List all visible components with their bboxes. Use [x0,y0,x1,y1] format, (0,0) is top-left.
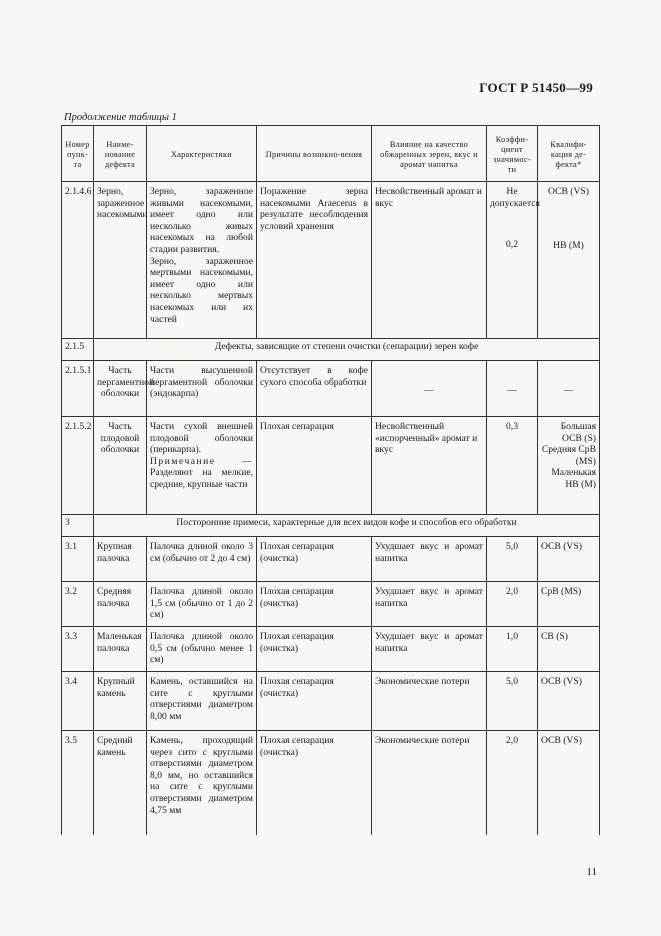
qualification-small: Маленькая НВ (М) [551,467,596,490]
table-caption: Продолжение таблицы 1 [64,112,177,123]
row-number: 3.2 [62,582,94,627]
cause: Плохая сепарация (очистка) [257,537,372,582]
cause: Плохая сепарация (очистка) [257,582,372,627]
qualification: ОСВ (VS) [538,672,600,731]
effect: Ухудшает вкус и аромат напитка [372,627,487,672]
section-title: Дефекты, зависящие от степени очистки (сепарации) зерен кофе [94,339,600,361]
coefficient-live: Не допускается [490,186,540,209]
table-row [62,672,600,731]
standard-code: ГОСТ Р 51450—99 [479,80,593,95]
note-label: Примечание — [150,455,253,467]
coefficient-dead: 0,2 [506,239,518,251]
defects-table [61,125,600,835]
col-header-coefficient: Коэффи-циент значимос-ти [487,126,538,182]
defect-name: Средняя палочка [94,582,147,627]
defect-name: Часть плодовой оболочки [94,417,147,515]
defect-name: Часть пергаментной оболочки [94,361,147,417]
row-number: 3.5 [62,731,94,835]
qualification [538,417,600,515]
coefficient: 1,0 [487,627,538,672]
effect: Ухудшает вкус и аромат напитка [372,537,487,582]
qualification [538,182,600,339]
characteristics: Части высушенной пергаментной оболочки (эндокарпа) [147,361,257,417]
col-header-causes: Причины возникно-вения [257,126,372,182]
row-number: 3.4 [62,672,94,731]
table-row [62,582,600,627]
defect-name: Средний камень [94,731,147,835]
qualification: СрВ (MS) [538,582,600,627]
coefficient [487,182,538,339]
coefficient: — [487,361,538,417]
table-row [62,361,600,417]
effect: Несвойственный «испорченный» аромат и вкус [372,417,487,515]
qualification: ОСВ (VS) [538,537,600,582]
row-number: 3.3 [62,627,94,672]
section-title: Посторонние примеси, характерные для всех видов кофе и способов его обработки [94,515,600,537]
col-header-number: Номер пунк-та [62,126,94,182]
effect: — [372,361,487,417]
characteristics [147,417,257,515]
characteristics: Камень, оставшийся на сите с круглыми отверстиями диаметром 8,00 мм [147,672,257,731]
characteristics: Палочка длиной около 3 см (обычно от 2 до 4 см) [147,537,257,582]
defect-name: Зерно, зараженное насекомыми [94,182,147,339]
table-header-row [62,126,600,182]
qualification-dead: НВ (М) [553,239,584,251]
note-text: Разделяют на мелкие, средние, крупные части [150,467,253,490]
characteristics-dead: Зерно, зараженное мертвыми насекомыми, имеет одно или несколько мертвых насекомых или их частей [150,255,253,325]
table-row [62,417,600,515]
qualification-medium: Средняя СрВ (MS) [541,444,596,467]
qualification: СВ (S) [538,627,600,672]
cause: Плохая сепарация (очистка) [257,627,372,672]
row-number: 2.1.4.6 [62,182,94,339]
section-row [62,339,600,361]
cause: Плохая сепарация [257,417,372,515]
table-row [62,627,600,672]
coefficient: 5,0 [487,672,538,731]
cause: Поражение зерна насекомыми Araecerus в результате несоблюдения условий хранения [257,182,372,339]
defect-name: Крупная палочка [94,537,147,582]
cause: Плохая сепарация (очистка) [257,672,372,731]
page-number: 11 [586,866,597,878]
qualification: — [538,361,600,417]
row-number: 2.1.5.1 [62,361,94,417]
effect: Несвойственный аромат и вкус [372,182,487,339]
characteristics: Камень, проходящий через сито с круглыми отверстиями диаметром 8,0 мм, но оставшийся на сите с круглыми отверстиями диаметром 4,75 мм [147,731,257,835]
row-number: 3.1 [62,537,94,582]
table-row [62,182,600,339]
qualification-live: ОСВ (VS) [548,186,589,197]
row-number: 3 [62,515,94,537]
cause: Плохая сепарация (очистка) [257,731,372,835]
section-row [62,515,600,537]
effect: Ухудшает вкус и аромат напитка [372,582,487,627]
characteristics-live: Зерно, зараженное живыми насекомыми, имеет одно или несколько живых насекомых на любой стадии развития. [150,186,253,255]
effect: Экономические потери [372,731,487,835]
row-number: 2.1.5 [62,339,94,361]
defect-name: Маленькая палочка [94,627,147,672]
col-header-name: Наиме-нование дефекта [94,126,147,182]
characteristics: Палочка длиной около 1,5 см (обычно от 1 до 2 см) [147,582,257,627]
qualification-large: Большая ОСВ (S) [560,421,596,444]
effect: Экономические потери [372,672,487,731]
characteristics: Палочка длиной около 0,5 см (обычно менее 1 см) [147,627,257,672]
defect-name: Крупный камень [94,672,147,731]
coefficient: 0,3 [487,417,538,515]
table-row [62,731,600,835]
cause: Отсутствует в кофе сухого способа обработки [257,361,372,417]
characteristics-text: Части сухой внешней плодовой оболочки (перикарпа). [150,421,253,456]
col-header-characteristics: Характеристики [147,126,257,182]
col-header-effect: Влияние на качество обжаренных зерен, вкус и аромат напитка [372,126,487,182]
coefficient: 5,0 [487,537,538,582]
coefficient: 2,0 [487,582,538,627]
table-row [62,537,600,582]
characteristics [147,182,257,339]
row-number: 2.1.5.2 [62,417,94,515]
qualification: ОСВ (VS) [538,731,600,835]
col-header-qualification: Квалифи-кация де-фекта* [538,126,600,182]
coefficient: 2,0 [487,731,538,835]
